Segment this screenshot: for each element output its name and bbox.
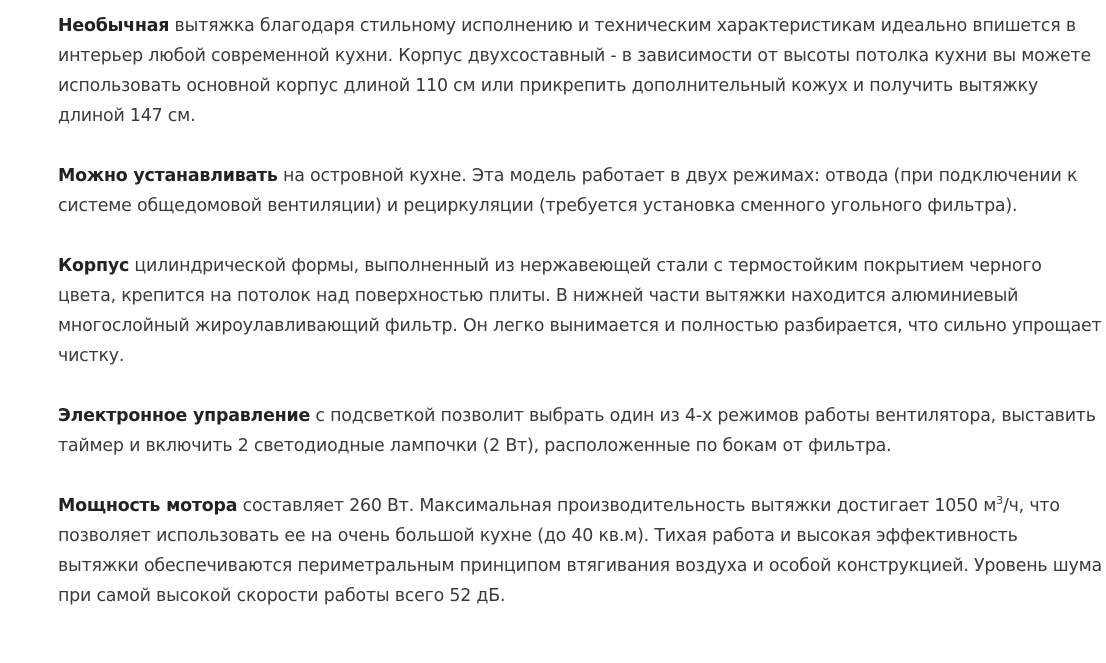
product-description: [58, 11, 1103, 641]
paragraph-text: с подсветкой позволит выбрать один из 4-х режимов работы вентилятора, выставить таймер и включить 2 светодиодные лампочки (2 Вт), расположенные по бокам от фильтра.: [58, 406, 1096, 456]
paragraph-text-continued: /ч, что позволяет использовать ее на очень большой кухне (до 40 кв.м). Тихая работа и высокая эффективность вытяжки обеспечиваются периметральным принципом втягивания воздуха и особой конструкцией. Уровень шума при самой высокой скорости работы всего 52 дБ.: [58, 496, 1102, 606]
paragraph-controls: [58, 401, 1103, 461]
paragraph-heading: Необычная: [58, 16, 170, 36]
paragraph-text: цилиндрической формы, выполненный из нержавеющей стали с термостойким покрытием черного цвета, крепится на потолок над поверхностью плиты. В нижней части вытяжки находится алюминиевый многослойный жироулавливающий фильтр. Он легко вынимается и полностью разбирается, что сильно упрощает чистку.: [58, 256, 1102, 366]
paragraph-installation: [58, 161, 1103, 221]
paragraph-heading: Электронное управление: [58, 406, 311, 426]
paragraph-motor: [58, 491, 1103, 611]
paragraph-text: вытяжка благодаря стильному исполнению и техническим характеристикам идеально впишется в интерьер любой современной кухни. Корпус двухсоставный - в зависимости от высоты потолка кухни вы можете использовать основной корпус длиной 110 см или прикрепить дополнительный кожух и получить вытяжку длиной 147 см.: [58, 16, 1091, 126]
paragraph-design: [58, 11, 1103, 131]
paragraph-heading: Можно устанавливать: [58, 166, 278, 186]
paragraph-heading: Мощность мотора: [58, 496, 238, 516]
paragraph-heading: Корпус: [58, 256, 130, 276]
superscript: 3: [996, 494, 1003, 507]
paragraph-text: составляет 260 Вт. Максимальная производительность вытяжки достигает 1050 м: [237, 496, 997, 516]
paragraph-text: на островной кухне. Эта модель работает в двух режимах: отвода (при подключении к системе общедомовой вентиляции) и рециркуляции (требуется установка сменного угольного фильтра).: [58, 166, 1078, 216]
paragraph-body: [58, 251, 1103, 371]
